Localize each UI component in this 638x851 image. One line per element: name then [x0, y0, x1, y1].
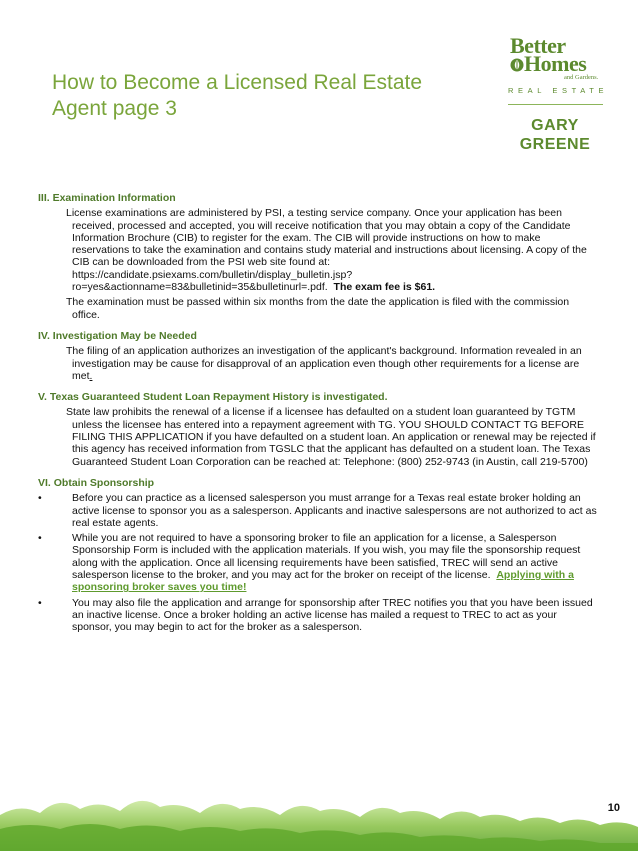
section-heading-examination: III. Examination Information: [38, 192, 176, 204]
logo-gardens: and Gardens.: [564, 74, 599, 81]
grass-footer-decoration: [0, 785, 638, 851]
leaf-icon: [510, 58, 524, 72]
section-heading-sponsorship: VI. Obtain Sponsorship: [38, 476, 155, 489]
list-item: [38, 492, 598, 529]
examination-paragraph-1: [66, 207, 598, 293]
sponsorship-bullet-1: Before you can practice as a licensed salesperson you must arrange for a Texas real estate broker holding an active license to sponsor you as a salesperson. Applicants and inactive salespersons are not authorized to act as real estate agents.: [72, 492, 597, 529]
title-line-2: Agent page 3: [52, 97, 177, 120]
bullet: •: [38, 492, 42, 505]
logo-gary: GARY: [531, 117, 579, 134]
bullet: •: [38, 596, 42, 609]
investigation-text: The filing of an application authorizes an investigation of the applicant's background. Information revealed in an investigation may be cause for disapproval of an application even though other requirements for a license are met: [66, 345, 582, 382]
exam-fee-text: The exam fee is $61.: [333, 281, 436, 294]
better-homes-gary-greene-logo: [496, 33, 616, 161]
investigation-paragraph: [66, 345, 598, 382]
logo-divider: [508, 104, 603, 105]
section-heading-student-loan: V. Texas Guaranteed Student Loan Repayment History is investigated.: [38, 391, 388, 404]
bullet: •: [38, 532, 42, 545]
investigation-period: .: [89, 369, 93, 382]
sponsorship-bullet-3: You may also file the application and arrange for sponsorship after TREC notifies you that you have been issued an inactive license. Once a broker holding an active license has mailed a request to TREC to act as your sponsor, you may begin to act for the broker as a salesperson.: [72, 596, 593, 634]
section-heading-investigation: IV. Investigation May be Needed: [38, 329, 197, 342]
sponsorship-highlight: Applying with a sponsoring broker saves you time!: [72, 569, 574, 594]
logo-greene: GREENE: [519, 136, 591, 153]
title-line-1: How to Become a Licensed Real Estate: [52, 71, 423, 94]
list-item: [38, 532, 598, 593]
logo-gary-greene: [510, 116, 600, 154]
list-item: [38, 597, 598, 634]
logo-better: Better: [510, 33, 566, 58]
examination-paragraph-2: The examination must be passed within six months from the date the application is filed with the commission office.: [66, 296, 570, 321]
student-loan-paragraph: State law prohibits the renewal of a license if a licensee has defaulted on a student loan guaranteed by TGTM unless the licensee has entered into a repayment agreement with TG. YOU SHOULD CONTACT TG BEFORE FILING THIS APPLICATION if you have defaulted on a student loan. An application or renewal may be rejected if this agency has received information from TGSLC that the applicant has defaulted on a student loan. The Texas Guaranteed Student Loan Corporation can be reached at: Telephone: (800) 252-9743 (in Austin, call 219-5700): [66, 406, 596, 468]
page-title: [52, 70, 492, 122]
examination-text: License examinations are administered by PSI, a testing service company. Once your application has been received, processed and accepted, you will receive notification that you may obtain a copy of the Candidate Information Brochure (CIB) to register for the exam. The CIB will provide instructions on how to make reservations to take the examination and contains study material and instructions about licensing. A copy of the CIB can be downloaded from the PSI web site found at: https://candidate.psiexams.com/bulletin/display_bulletin.jsp?ro=yes&actionname=83&bulletinid=35&bulletinurl=.pdf.: [66, 207, 587, 294]
page-number: 10: [607, 802, 620, 814]
sponsorship-bullet-2: While you are not required to have a sponsoring broker to file an application for a license, a Salesperson Sponsorship Form is included with the application materials. If you wish, you may file the sponsorship request along with the application. Once all licensing requirements have been satisfied, TREC will send an active salesperson license to the broker, and you may act for the broker on receipt of the license.: [72, 532, 581, 582]
logo-real-estate: REAL ESTATE: [508, 86, 609, 95]
page-content: [38, 192, 598, 634]
logo-homes: Homes: [524, 51, 587, 76]
